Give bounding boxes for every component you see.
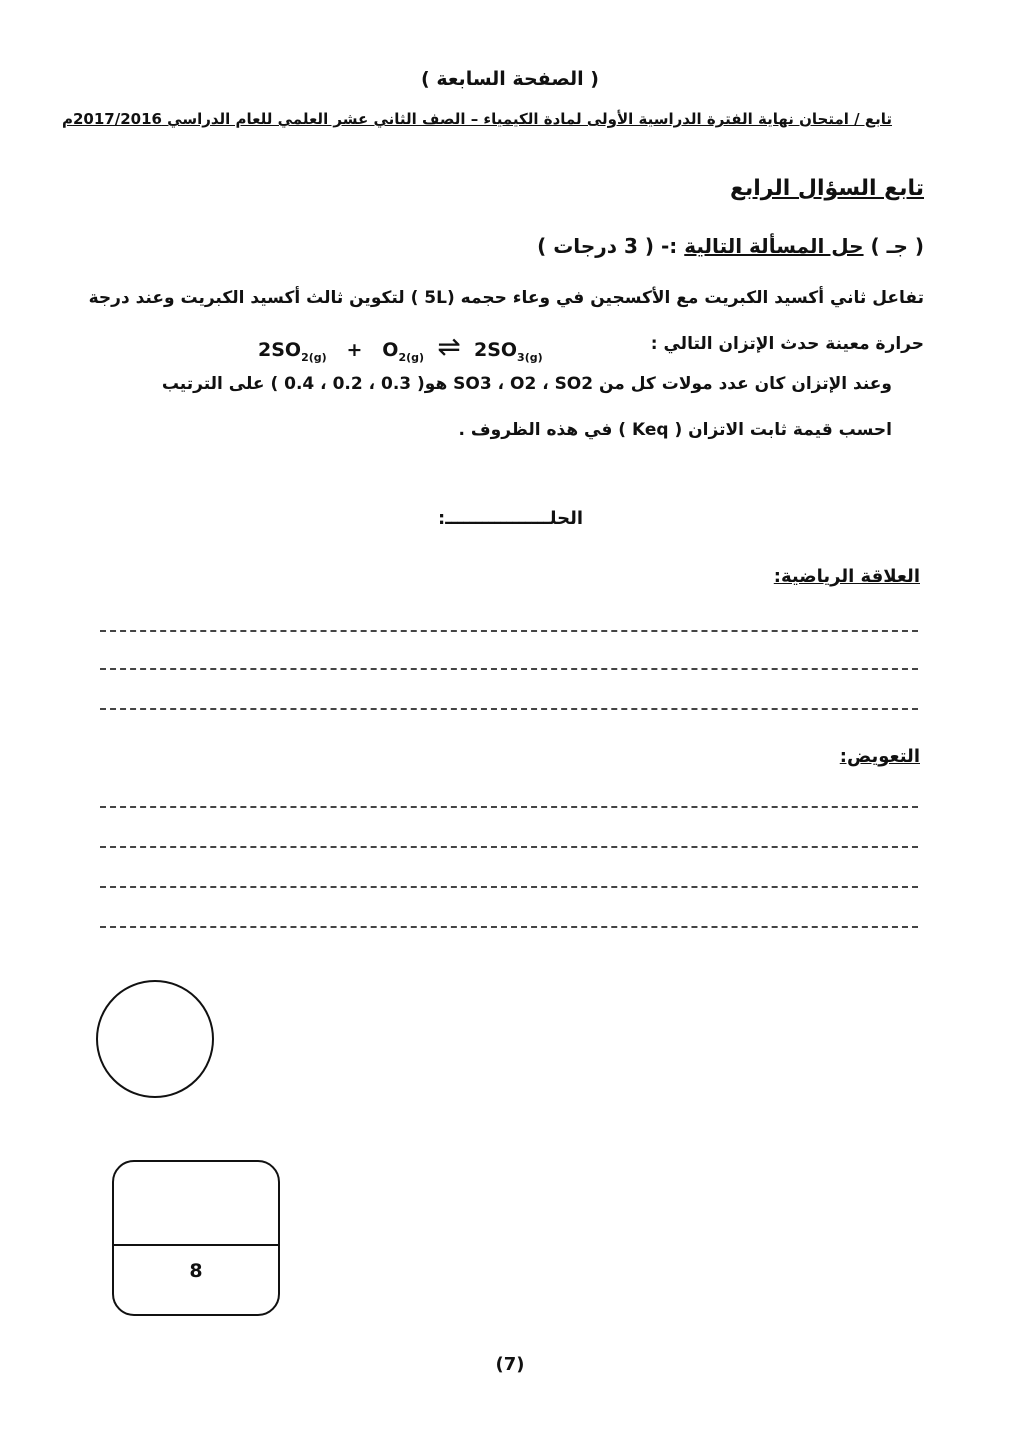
product-so3: $2SO_{3(g)}$ bbox=[473, 339, 543, 364]
reactant-so2: $2SO_{2(g)}$ bbox=[258, 339, 327, 364]
problem-line-2: حرارة معينة حدث الإتزان التالي : bbox=[650, 334, 924, 354]
problem-line-4: احسب قيمة ثابت الاتزان ( Keq ) في هذه الظروف . bbox=[458, 420, 892, 440]
score-circle bbox=[96, 980, 214, 1098]
reaction-equation bbox=[258, 330, 543, 364]
problem-line-3: وعند الإتزان كان عدد مولات كل من SO3 ، O2 ، SO2 هو( 0.3 ، 0.2 ، 0.4 ) على الترتيب bbox=[161, 374, 892, 394]
score-divider bbox=[114, 1244, 278, 1246]
equilibrium-arrow-icon: ⇌ bbox=[437, 330, 461, 363]
page-title: ( الصفحة السابعة ) bbox=[421, 68, 599, 90]
question-heading: تابع السؤال الرابع bbox=[729, 176, 924, 201]
solution-label: الحلـــــــــــــــــ: bbox=[438, 508, 584, 529]
substitution-label: التعويض: bbox=[839, 746, 920, 767]
part-letter: ( جـ ) bbox=[870, 234, 924, 258]
part-line bbox=[537, 234, 924, 258]
part-title: حل المسألة التالية bbox=[684, 234, 864, 258]
answer-line[interactable] bbox=[100, 630, 918, 632]
exam-header: تابع / امتحان نهاية الفترة الدراسية الأولى لمادة الكيمياء – الصف الثاني عشر العلمي للعام الدراسي 2017/2016م bbox=[61, 110, 892, 128]
relation-label: العلاقة الرياضية: bbox=[773, 566, 920, 587]
answer-line[interactable] bbox=[100, 806, 918, 808]
page-number: (7) bbox=[495, 1354, 525, 1375]
answer-line[interactable] bbox=[100, 926, 918, 928]
part-marks: :- ( 3 درجات ) bbox=[537, 234, 678, 258]
score-box bbox=[112, 1160, 280, 1316]
answer-line[interactable] bbox=[100, 846, 918, 848]
score-max: 8 bbox=[189, 1260, 203, 1282]
problem-line-1: تفاعل ثاني أكسيد الكبريت مع الأكسجين في وعاء حجمه (5L ) لتكوين ثالث أكسيد الكبريت وعند درجة bbox=[88, 288, 924, 308]
answer-line[interactable] bbox=[100, 668, 918, 670]
answer-line[interactable] bbox=[100, 886, 918, 888]
plus-sign: + bbox=[346, 339, 363, 361]
answer-line[interactable] bbox=[100, 708, 918, 710]
reactant-o2: $O_{2(g)}$ bbox=[382, 339, 425, 364]
